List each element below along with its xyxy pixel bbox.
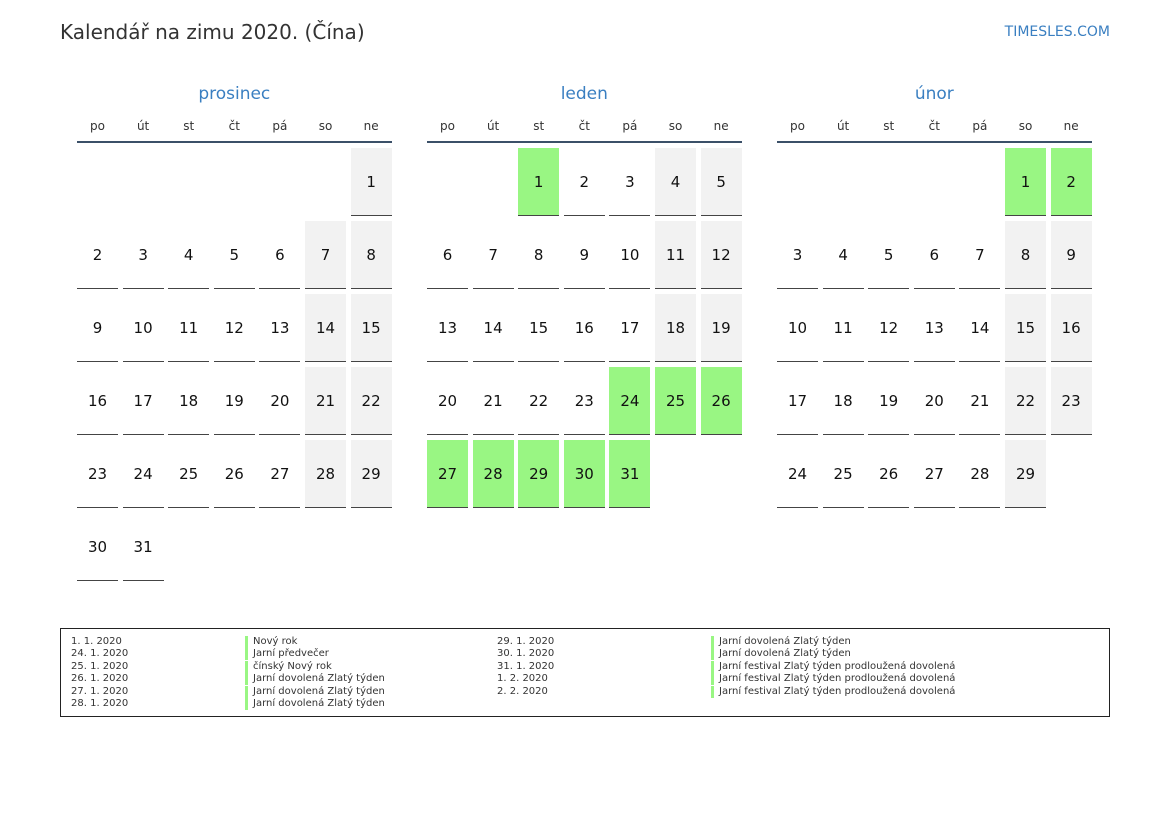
weekday-label: út xyxy=(136,119,150,133)
day-cell[interactable]: 7 xyxy=(959,221,1000,289)
weekday-label: pá xyxy=(972,119,988,133)
day-cell[interactable]: 12 xyxy=(701,221,742,289)
legend-date: 1. 1. 2020 xyxy=(71,636,122,647)
day-cell[interactable]: 27 xyxy=(914,440,955,508)
legend-date: 26. 1. 2020 xyxy=(71,673,129,685)
weekday-label: pá xyxy=(272,119,288,133)
day-cell[interactable]: 7 xyxy=(473,221,514,289)
header-divider xyxy=(427,141,742,143)
weekday-label: st xyxy=(883,119,895,133)
legend-date: 1. 2. 2020 xyxy=(497,673,548,685)
day-cell[interactable]: 2 xyxy=(1051,148,1092,216)
day-cell[interactable]: 11 xyxy=(655,221,696,289)
day-cell[interactable]: 21 xyxy=(305,367,346,435)
day-cell[interactable]: 10 xyxy=(777,294,818,362)
day-cell[interactable]: 29 xyxy=(1005,440,1046,508)
month-name: leden xyxy=(560,84,608,104)
day-cell[interactable]: 25 xyxy=(655,367,696,435)
day-cell[interactable]: 4 xyxy=(168,221,209,289)
month-name: prosinec xyxy=(198,84,271,104)
legend-holiday-name: Jarní dovolená Zlatý týden xyxy=(245,686,385,698)
day-cell[interactable]: 8 xyxy=(1005,221,1046,289)
day-cell[interactable]: 24 xyxy=(609,367,650,435)
legend-holiday-name: Jarní dovolená Zlatý týden xyxy=(245,698,385,710)
legend-date: 25. 1. 2020 xyxy=(71,660,129,672)
day-cell[interactable]: 14 xyxy=(305,294,346,362)
day-cell[interactable]: 7 xyxy=(305,221,346,289)
day-cell[interactable]: 16 xyxy=(77,367,118,435)
legend-holiday-name: čínský Nový rok xyxy=(245,661,332,673)
legend-holiday-name: Nový rok xyxy=(245,636,297,648)
day-cell[interactable]: 9 xyxy=(564,221,605,289)
day-cell[interactable]: 9 xyxy=(77,294,118,362)
legend-holiday-name: Jarní dovolená Zlatý týden xyxy=(711,636,851,648)
day-cell[interactable]: 27 xyxy=(259,440,300,508)
site-link[interactable]: TIMESLES.COM xyxy=(1004,24,1110,40)
day-cell[interactable]: 1 xyxy=(1005,148,1046,216)
weekday-label: so xyxy=(1018,119,1033,133)
day-cell[interactable]: 28 xyxy=(959,440,1000,508)
day-cell[interactable]: 30 xyxy=(564,440,605,508)
day-cell[interactable]: 12 xyxy=(868,294,909,362)
day-cell[interactable]: 18 xyxy=(168,367,209,435)
day-cell[interactable]: 22 xyxy=(518,367,559,435)
day-cell[interactable]: 14 xyxy=(959,294,1000,362)
day-cell[interactable]: 9 xyxy=(1051,221,1092,289)
day-cell[interactable]: 11 xyxy=(168,294,209,362)
weekday-label: st xyxy=(533,119,545,133)
day-cell[interactable]: 1 xyxy=(518,148,559,216)
day-cell[interactable]: 6 xyxy=(914,221,955,289)
day-cell[interactable]: 26 xyxy=(214,440,255,508)
weekday-label: st xyxy=(183,119,195,133)
day-cell[interactable]: 3 xyxy=(777,221,818,289)
day-cell[interactable]: 27 xyxy=(427,440,468,508)
day-cell[interactable]: 16 xyxy=(1051,294,1092,362)
day-cell[interactable]: 19 xyxy=(868,367,909,435)
weekday-label: po xyxy=(90,119,105,133)
day-cell[interactable]: 15 xyxy=(351,294,392,362)
day-cell[interactable]: 20 xyxy=(427,367,468,435)
legend-date: 30. 1. 2020 xyxy=(497,648,555,660)
day-cell[interactable]: 24 xyxy=(123,440,164,508)
day-cell[interactable]: 25 xyxy=(168,440,209,508)
day-cell[interactable]: 21 xyxy=(473,367,514,435)
day-cell[interactable]: 20 xyxy=(914,367,955,435)
legend-holiday-name: Jarní předvečer xyxy=(245,648,329,660)
weekday-label: čt xyxy=(228,119,240,133)
day-cell[interactable]: 4 xyxy=(655,148,696,216)
header-divider xyxy=(777,141,1092,143)
day-cell[interactable]: 8 xyxy=(518,221,559,289)
legend-date: 24. 1. 2020 xyxy=(71,648,129,660)
legend-holiday-name: Jarní festival Zlatý týden prodloužená dovolená xyxy=(711,686,955,698)
day-cell[interactable]: 29 xyxy=(518,440,559,508)
day-cell[interactable]: 30 xyxy=(77,513,118,581)
day-cell[interactable]: 22 xyxy=(351,367,392,435)
day-cell[interactable]: 21 xyxy=(959,367,1000,435)
day-cell[interactable]: 10 xyxy=(123,294,164,362)
day-cell[interactable]: 5 xyxy=(868,221,909,289)
weekday-label: út xyxy=(486,119,500,133)
day-cell[interactable]: 25 xyxy=(823,440,864,508)
day-cell[interactable]: 19 xyxy=(701,294,742,362)
day-cell[interactable]: 15 xyxy=(1005,294,1046,362)
day-cell[interactable]: 3 xyxy=(123,221,164,289)
day-cell[interactable]: 16 xyxy=(564,294,605,362)
weekday-label: po xyxy=(440,119,455,133)
day-cell[interactable]: 29 xyxy=(351,440,392,508)
day-cell[interactable]: 18 xyxy=(655,294,696,362)
day-cell[interactable]: 11 xyxy=(823,294,864,362)
day-cell[interactable]: 19 xyxy=(214,367,255,435)
day-cell[interactable]: 13 xyxy=(427,294,468,362)
day-cell[interactable]: 23 xyxy=(77,440,118,508)
legend-holiday-name: Jarní festival Zlatý týden prodloužená dovolená xyxy=(711,673,955,685)
day-cell[interactable]: 10 xyxy=(609,221,650,289)
header-divider xyxy=(77,141,392,143)
day-cell[interactable]: 28 xyxy=(473,440,514,508)
day-cell[interactable]: 17 xyxy=(777,367,818,435)
day-cell[interactable]: 2 xyxy=(564,148,605,216)
day-cell[interactable]: 17 xyxy=(609,294,650,362)
weekday-label: so xyxy=(318,119,333,133)
day-cell[interactable]: 26 xyxy=(701,367,742,435)
day-cell[interactable]: 1 xyxy=(351,148,392,216)
day-cell[interactable]: 6 xyxy=(259,221,300,289)
day-cell[interactable]: 6 xyxy=(427,221,468,289)
day-cell[interactable]: 5 xyxy=(701,148,742,216)
weekday-label: ne xyxy=(713,119,729,133)
day-cell[interactable]: 13 xyxy=(259,294,300,362)
legend-holiday-name: Jarní dovolená Zlatý týden xyxy=(711,648,851,660)
holiday-legend xyxy=(60,628,1110,717)
weekday-label: po xyxy=(790,119,805,133)
day-cell[interactable]: 31 xyxy=(609,440,650,508)
page-title: Kalendář na zimu 2020. (Čína) xyxy=(60,20,365,44)
day-cell[interactable]: 2 xyxy=(77,221,118,289)
legend-date: 28. 1. 2020 xyxy=(71,698,129,709)
day-cell[interactable]: 17 xyxy=(123,367,164,435)
weekday-label: pá xyxy=(622,119,638,133)
day-cell[interactable]: 8 xyxy=(351,221,392,289)
weekday-label: čt xyxy=(928,119,940,133)
day-cell[interactable]: 18 xyxy=(823,367,864,435)
day-cell[interactable]: 5 xyxy=(214,221,255,289)
day-cell[interactable]: 22 xyxy=(1005,367,1046,435)
legend-date: 29. 1. 2020 xyxy=(497,636,555,647)
day-cell[interactable]: 24 xyxy=(777,440,818,508)
month-name: únor xyxy=(914,84,954,104)
weekday-label: čt xyxy=(578,119,590,133)
legend-holiday-name: Jarní festival Zlatý týden prodloužená dovolená xyxy=(711,661,955,673)
legend-holiday-name: Jarní dovolená Zlatý týden xyxy=(245,673,385,685)
legend-date: 31. 1. 2020 xyxy=(497,660,555,672)
weekday-label: ne xyxy=(1063,119,1079,133)
day-cell[interactable]: 28 xyxy=(305,440,346,508)
day-cell[interactable]: 3 xyxy=(609,148,650,216)
day-cell[interactable]: 26 xyxy=(868,440,909,508)
day-cell[interactable]: 4 xyxy=(823,221,864,289)
weekday-label: ne xyxy=(363,119,379,133)
day-cell[interactable]: 23 xyxy=(1051,367,1092,435)
day-cell[interactable]: 31 xyxy=(123,513,164,581)
legend-date: 2. 2. 2020 xyxy=(497,685,548,697)
weekday-label: so xyxy=(668,119,683,133)
day-cell[interactable]: 14 xyxy=(473,294,514,362)
day-cell[interactable]: 20 xyxy=(259,367,300,435)
legend-date: 27. 1. 2020 xyxy=(71,685,129,697)
day-cell[interactable]: 15 xyxy=(518,294,559,362)
weekday-label: út xyxy=(836,119,850,133)
day-cell[interactable]: 12 xyxy=(214,294,255,362)
day-cell[interactable]: 23 xyxy=(564,367,605,435)
day-cell[interactable]: 13 xyxy=(914,294,955,362)
